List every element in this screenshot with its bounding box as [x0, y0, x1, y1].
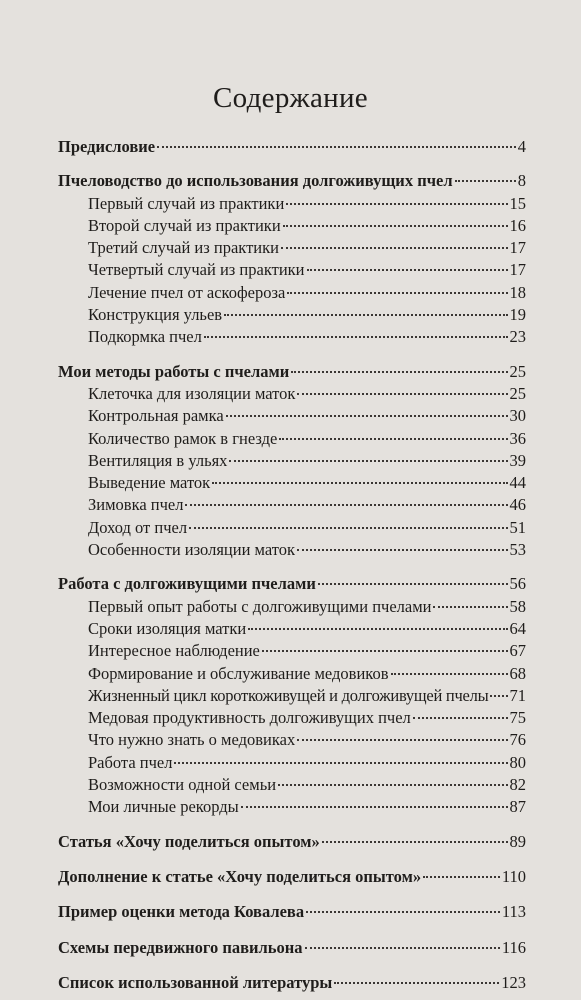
dot-leader [455, 180, 516, 182]
entry-page: 25 [509, 361, 526, 381]
entry-title: Выведение маток [88, 473, 211, 493]
dot-leader [248, 628, 507, 630]
spacer [58, 349, 526, 361]
toc-entry-preface[interactable] [58, 136, 526, 158]
toc-entry[interactable] [58, 450, 526, 472]
spacer [58, 561, 526, 573]
dot-leader [307, 269, 508, 271]
dot-leader [297, 739, 507, 741]
toc-entry[interactable] [58, 304, 526, 326]
entry-title: Лечение пчел от аскофероза [88, 282, 286, 302]
entry-page: 19 [509, 305, 526, 325]
toc-entry-chapter-1[interactable] [58, 170, 526, 192]
entry-page: 116 [501, 937, 526, 957]
toc-entry[interactable] [58, 729, 526, 751]
entry-page: 58 [509, 596, 526, 616]
entry-page: 30 [509, 406, 526, 426]
entry-title: Дополнение к статье «Хочу поделиться опытом» [58, 866, 422, 886]
dot-leader [291, 371, 507, 373]
entry-page: 36 [509, 428, 526, 448]
entry-page: 17 [509, 238, 526, 258]
spacer [58, 888, 526, 901]
spacer [58, 853, 526, 866]
dot-leader [297, 393, 507, 395]
toc-entry-example[interactable] [58, 901, 526, 923]
entry-title: Пчеловодство до использования долгоживущих пчел [58, 171, 453, 191]
entry-page: 123 [501, 972, 526, 992]
entry-title: Медовая продуктивность долгоживущих пчел [88, 708, 411, 728]
entry-page: 4 [517, 137, 526, 156]
entry-title: Второй случай из практики [88, 215, 281, 235]
toc-entry[interactable] [58, 752, 526, 774]
dot-leader [423, 876, 500, 878]
spacer [58, 158, 526, 170]
entry-title: Интересное наблюдение [88, 641, 260, 661]
toc-entry[interactable] [58, 774, 526, 796]
entry-title: Пример оценки метода Ковалева [58, 902, 305, 922]
toc-entry[interactable] [58, 596, 526, 618]
entry-title: Конструкция ульев [88, 305, 223, 325]
toc-entry-chapter-2[interactable] [58, 361, 526, 383]
toc-entry[interactable] [58, 282, 526, 304]
dot-leader [174, 762, 507, 764]
entry-title: Предисловие [58, 137, 156, 156]
toc-entry-article[interactable] [58, 831, 526, 853]
entry-title: Доход от пчел [88, 517, 188, 537]
entry-title: Подкормка пчел [88, 327, 202, 347]
toc-entry[interactable] [58, 215, 526, 237]
dot-leader [226, 415, 508, 417]
dot-leader [241, 806, 508, 808]
dot-leader [322, 841, 508, 843]
toc-entry[interactable] [58, 685, 526, 707]
dot-leader [185, 504, 507, 506]
entry-title: Четвертый случай из практики [88, 260, 305, 280]
dot-leader [157, 146, 516, 148]
dot-leader [490, 695, 507, 697]
entry-title: Зимовка пчел [88, 495, 184, 515]
entry-page: 80 [509, 752, 526, 772]
entry-title: Возможности одной семьи [88, 775, 277, 795]
entry-page: 51 [509, 517, 526, 537]
entry-page: 46 [509, 495, 526, 515]
toc-entry[interactable] [58, 383, 526, 405]
entry-page: 8 [517, 171, 526, 191]
toc-entry[interactable] [58, 259, 526, 281]
dot-leader [305, 947, 500, 949]
entry-title: Работа с долгоживущими пчелами [58, 574, 316, 594]
entry-title: Мои личные рекорды [88, 797, 239, 817]
dot-leader [212, 482, 507, 484]
dot-leader [262, 650, 508, 652]
toc-entry[interactable] [58, 193, 526, 215]
page-title: Содержание [213, 82, 368, 114]
dot-leader [318, 583, 508, 585]
dot-leader [278, 784, 507, 786]
entry-title: Статья «Хочу поделиться опытом» [58, 831, 320, 851]
entry-page: 82 [509, 775, 526, 795]
entry-page: 113 [501, 902, 526, 922]
dot-leader [279, 438, 507, 440]
toc-entry[interactable] [58, 237, 526, 259]
entry-page: 71 [509, 685, 526, 705]
dot-leader [433, 606, 507, 608]
entry-title: Количество рамок в гнезде [88, 428, 278, 448]
entry-page: 87 [509, 797, 526, 817]
entry-page: 68 [509, 663, 526, 683]
entry-page: 53 [509, 540, 526, 560]
entry-title: Работа пчел [88, 752, 173, 772]
toc-entry[interactable] [58, 472, 526, 494]
toc-entry[interactable] [58, 618, 526, 640]
entry-page: 17 [509, 260, 526, 280]
toc-entry[interactable] [58, 707, 526, 729]
dot-leader [286, 203, 507, 205]
dot-leader [334, 982, 499, 984]
entry-title: Жизненный цикл короткоживущей и долгоживущей пчелы [88, 685, 489, 705]
entry-page: 25 [509, 383, 526, 403]
entry-title: Первый опыт работы с долгоживущими пчелами [88, 596, 432, 616]
entry-page: 39 [509, 450, 526, 470]
toc-entry[interactable] [58, 796, 526, 818]
entry-title: Первый случай из практики [88, 193, 285, 213]
entry-page: 15 [509, 193, 526, 213]
spacer [58, 819, 526, 831]
entry-page: 56 [509, 574, 526, 594]
entry-title: Сроки изоляция матки [88, 618, 247, 638]
entry-page: 67 [509, 641, 526, 661]
entry-page: 18 [509, 282, 526, 302]
toc-entry[interactable] [58, 663, 526, 685]
entry-title: Схемы передвижного павильона [58, 937, 303, 957]
dot-leader [229, 460, 507, 462]
toc-entry-chapter-3[interactable] [58, 573, 526, 595]
dot-leader [297, 549, 507, 551]
toc-entry-schemes[interactable] [58, 937, 526, 959]
toc-entry[interactable] [58, 517, 526, 539]
spacer [58, 959, 526, 972]
entry-title: Что нужно знать о медовиках [88, 730, 296, 750]
dot-leader [287, 292, 507, 294]
toc-entry-addendum[interactable] [58, 866, 526, 888]
toc-entry[interactable] [58, 640, 526, 662]
dot-leader [224, 314, 507, 316]
entry-title: Вентиляция в ульях [88, 450, 228, 470]
entry-page: 16 [509, 215, 526, 235]
dot-leader [306, 911, 500, 913]
entry-title: Список использованной литературы [58, 972, 333, 992]
dot-leader [391, 673, 508, 675]
entry-title: Третий случай из практики [88, 238, 279, 258]
entry-page: 110 [501, 866, 526, 886]
dot-leader [281, 247, 508, 249]
entry-title: Мои методы работы с пчелами [58, 361, 290, 381]
entry-page: 75 [509, 708, 526, 728]
toc-entry[interactable] [58, 494, 526, 516]
entry-title: Особенности изоляции маток [88, 540, 296, 560]
entry-title: Клеточка для изоляции маток [88, 383, 296, 403]
entry-page: 76 [509, 730, 526, 750]
toc-entry[interactable] [58, 539, 526, 561]
dot-leader [283, 225, 508, 227]
entry-page: 23 [509, 327, 526, 347]
entry-page: 89 [509, 831, 526, 851]
toc-entry[interactable] [58, 428, 526, 450]
entry-page: 64 [509, 618, 526, 638]
toc-entry-bibliography[interactable] [58, 972, 526, 994]
toc-entry[interactable] [58, 405, 526, 427]
dot-leader [204, 336, 508, 338]
dot-leader [413, 717, 508, 719]
dot-leader [189, 527, 507, 529]
table-of-contents [58, 136, 526, 994]
entry-page: 44 [509, 473, 526, 493]
entry-title: Формирование и обслуживание медовиков [88, 663, 389, 683]
toc-entry[interactable] [58, 326, 526, 348]
spacer [58, 924, 526, 937]
entry-title: Контрольная рамка [88, 406, 224, 426]
